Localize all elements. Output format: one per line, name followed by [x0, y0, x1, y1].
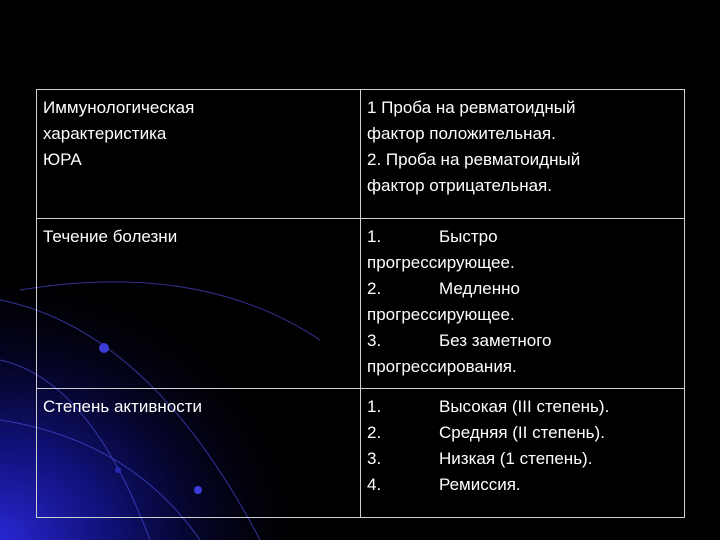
list-item: 2. Медленно [367, 279, 520, 298]
table-cell-label: Течение болезни [37, 219, 361, 389]
list-item: 4. Ремиссия. [367, 475, 521, 494]
table-cell-label: Степень активности [37, 389, 361, 518]
table-cell-label: Иммунологическая характеристика ЮРА [37, 90, 361, 219]
table-row [37, 219, 685, 389]
list-item: 2. Средняя (II степень). [367, 423, 605, 442]
table-row [37, 90, 685, 219]
list-item: 1. Быстро [367, 227, 498, 246]
table-cell-value [361, 389, 685, 518]
list-item: 3. Без заметного [367, 331, 552, 350]
table-cell-value: 1 Проба на ревматоидный фактор положительная. 2. Проба на ревматоидный фактор отрицательная. [361, 90, 685, 219]
list-item: 3. Низкая (1 степень). [367, 449, 593, 468]
list-item: 1. Высокая (III степень). [367, 397, 610, 416]
table-cell-value: 1. Быстро прогрессирующее. 2. Медленно прогрессирующее. 3. Без заметного прогрессирования. [361, 219, 685, 389]
info-table [36, 89, 685, 518]
table-row [37, 389, 685, 518]
